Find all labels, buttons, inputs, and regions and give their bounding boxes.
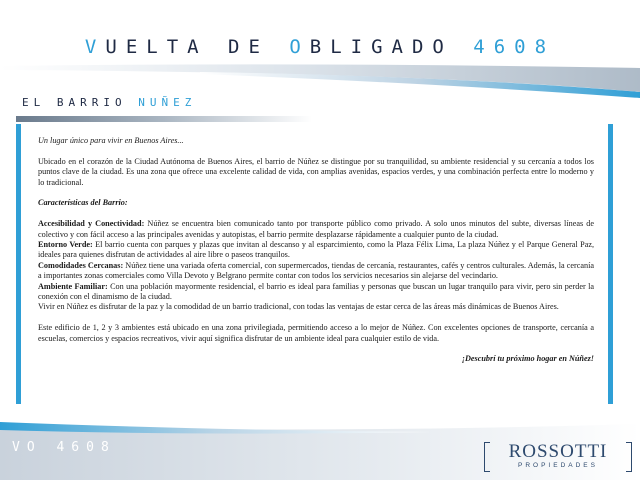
footer-project-code: VO 4608 (12, 440, 116, 455)
title-part-uelta: UELTA DE (105, 36, 290, 58)
section-title-accent: NUÑEZ (138, 96, 197, 109)
title-part-o: O (289, 36, 310, 58)
header-swoosh (0, 62, 640, 98)
feature-amenities (38, 261, 594, 282)
feature-label: Ambiente Familiar: (38, 281, 108, 291)
paragraph-living: Vivir en Núñez es disfrutar de la paz y la comodidad de un barrio tradicional, con todas las ventajas de estar cerca de las áreas más dinámicas de Buenos Aires. (38, 302, 559, 312)
section-title-prefix: EL BARRIO (22, 96, 139, 109)
features-heading: Características del Barrio: (38, 198, 128, 208)
logo-bracket-right (626, 442, 632, 472)
feature-label: Accesibilidad y Conectividad: (38, 219, 145, 229)
intro-text: Un lugar único para vivir en Buenos Aires... (38, 136, 184, 145)
feature-label: Entorno Verde: (38, 240, 93, 250)
paragraph-location: Ubicado en el corazón de la Ciudad Autónoma de Buenos Aires, el barrio de Núñez se distingue por su tranquilidad, su ambiente residencial y su cercanía a todos los puntos clave de la ciudad. Es una zona que ofrece una excelente calidad de vida, con amplias avenidas, espacios verdes, y una combinación perfecta entre lo moderno y lo tradicional. (38, 156, 594, 187)
feature-text: Núñez se encuentra bien comunicado tanto por transporte público como privado. A solo unos minutos del subte, diversas líneas de colectivo y con fácil acceso a las principales avenidas y autopistas, el barrio permite desplazarse rápidamente a cualquier punto de la ciudad. (38, 219, 594, 239)
feature-label: Comodidades Cercanas: (38, 260, 124, 270)
feature-accessibility (38, 219, 594, 240)
title-part-bligado: BLIGADO (309, 36, 474, 58)
feature-text: Núñez tiene una variada oferta comercial, con supermercados, tiendas de cercanía, restaurantes, cafés y centros culturales. Además, la cercanía a importantes zonas comerciales como Villa Devoto y Belgrano permite contar con todos los servicios necesarios sin alejarse del vecindario. (38, 260, 594, 281)
content-body (38, 136, 594, 365)
card-border-left (16, 124, 21, 404)
title-part-number: 4608 (473, 36, 556, 58)
feature-text: El barrio cuenta con parques y plazas que invitan al descanso y al esparcimiento, como la Plaza Félix Lima, La plaza Núñez y el Parque General Paz, ideales para quienes disfrutan de actividades al aire libre o paseos tranquilos. (38, 240, 595, 260)
rossotti-logo (484, 438, 632, 474)
closing-tagline: ¡Descubrí tu próximo hogar en Núñez! (461, 354, 594, 364)
feature-family (38, 282, 594, 303)
logo-bracket-left (484, 442, 490, 472)
card-border-right (608, 124, 613, 404)
paragraph-building: Este edificio de 1, 2 y 3 ambientes está ubicado en una zona privilegiada, permitiendo acceso a lo mejor de Núñez. Con excelentes opciones de transporte, cercanía a escuelas, comercios y espacios recreativos, vivir aquí significa disfrutar de un ambiente ideal para cualquier estilo de vida. (38, 323, 594, 343)
logo-name: ROSSOTTI (508, 441, 608, 462)
feature-text: Con una población mayormente residencial, el barrio es ideal para familias y personas que buscan un lugar tranquilo para vivir, pero sin perder la conexión con el dinamismo de la ciudad. (38, 281, 594, 302)
section-title (22, 96, 196, 109)
section-underline (16, 116, 312, 122)
page-title (0, 36, 640, 58)
title-part-v: V (84, 36, 106, 58)
feature-green (38, 240, 594, 261)
logo-subtitle: PROPIEDADES (518, 462, 598, 469)
